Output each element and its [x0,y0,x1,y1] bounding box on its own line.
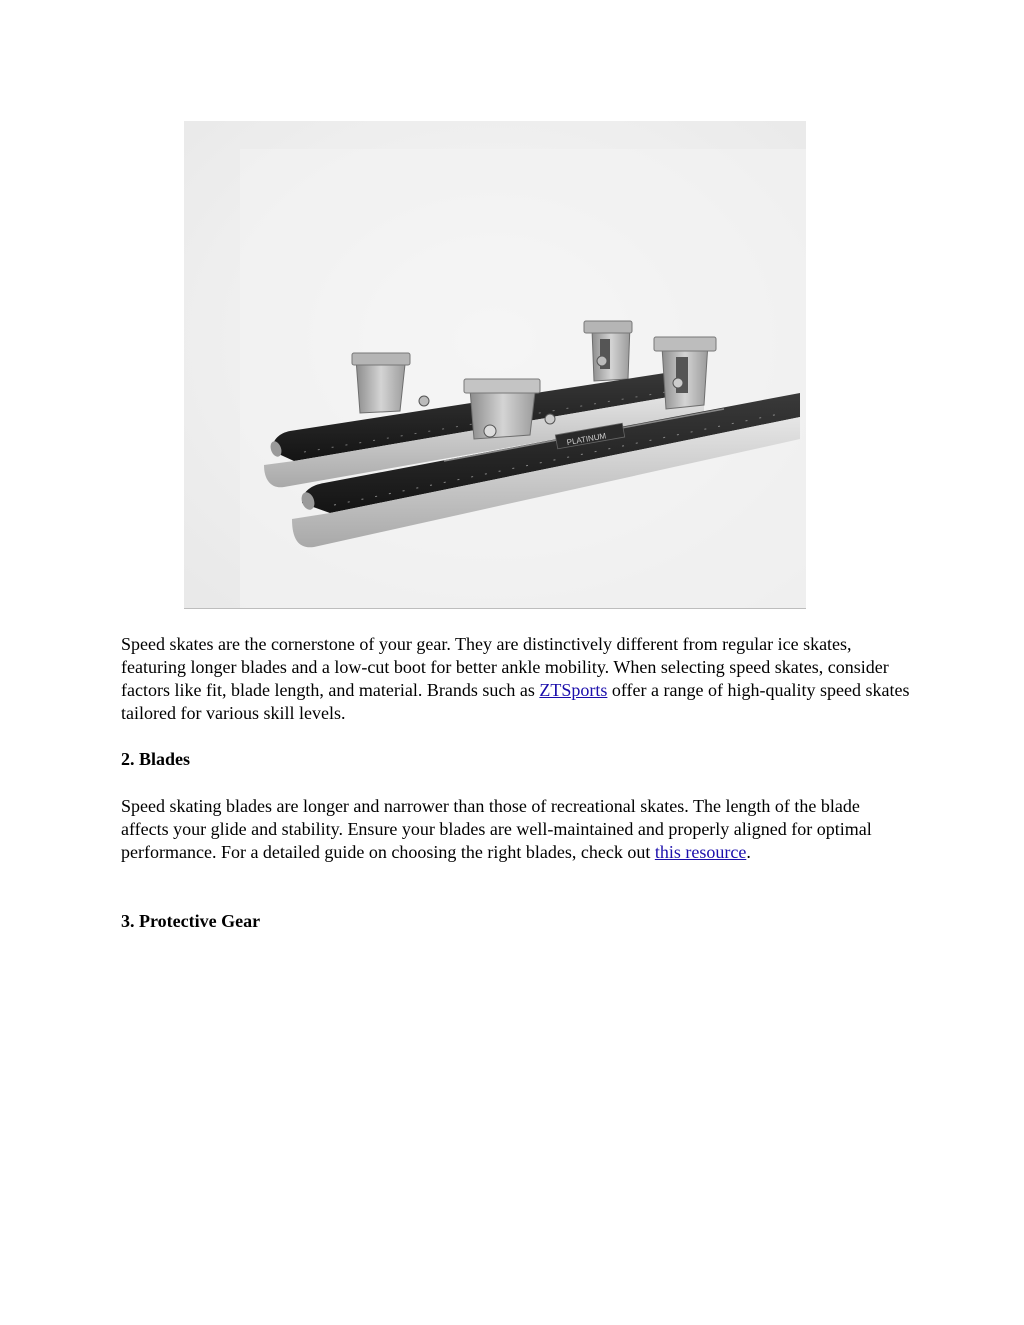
section-heading-protective-gear: 3. Protective Gear [121,911,261,931]
this-resource-link[interactable]: this resource [654,842,747,862]
brand-mark: PLATINUM [566,431,607,448]
speed-skate-blades-photo [184,121,806,609]
blades-text-before: Speed skating blades are longer and narrower than those of recreational skates. The length of the blade affects your glide and stability. Ensure your blades are well-maintained and properly aligned for optimal performance. For a detailed guide on choosing the right blades, check out [121,796,872,862]
section-heading-blades: 2. Blades [121,749,191,769]
blades-paragraph [121,795,911,864]
intro-text-before: Speed skates are the cornerstone of your gear. They are distinctively different from regular ice skates, featuring longer blades and a low-cut boot for better ankle mobility. When selecting speed skates, consider factors like fit, blade length, and material. Brands such as [121,634,889,700]
intro-text [121,633,911,725]
blades-text-after: . [746,842,751,862]
ztsports-link[interactable]: ZTSports [539,680,608,700]
blades-text [121,795,911,864]
intro-text-after: offer a range of high-quality speed skates tailored for various skill levels. [121,680,910,723]
intro-paragraph [121,633,911,725]
blades-illustration [184,121,806,608]
